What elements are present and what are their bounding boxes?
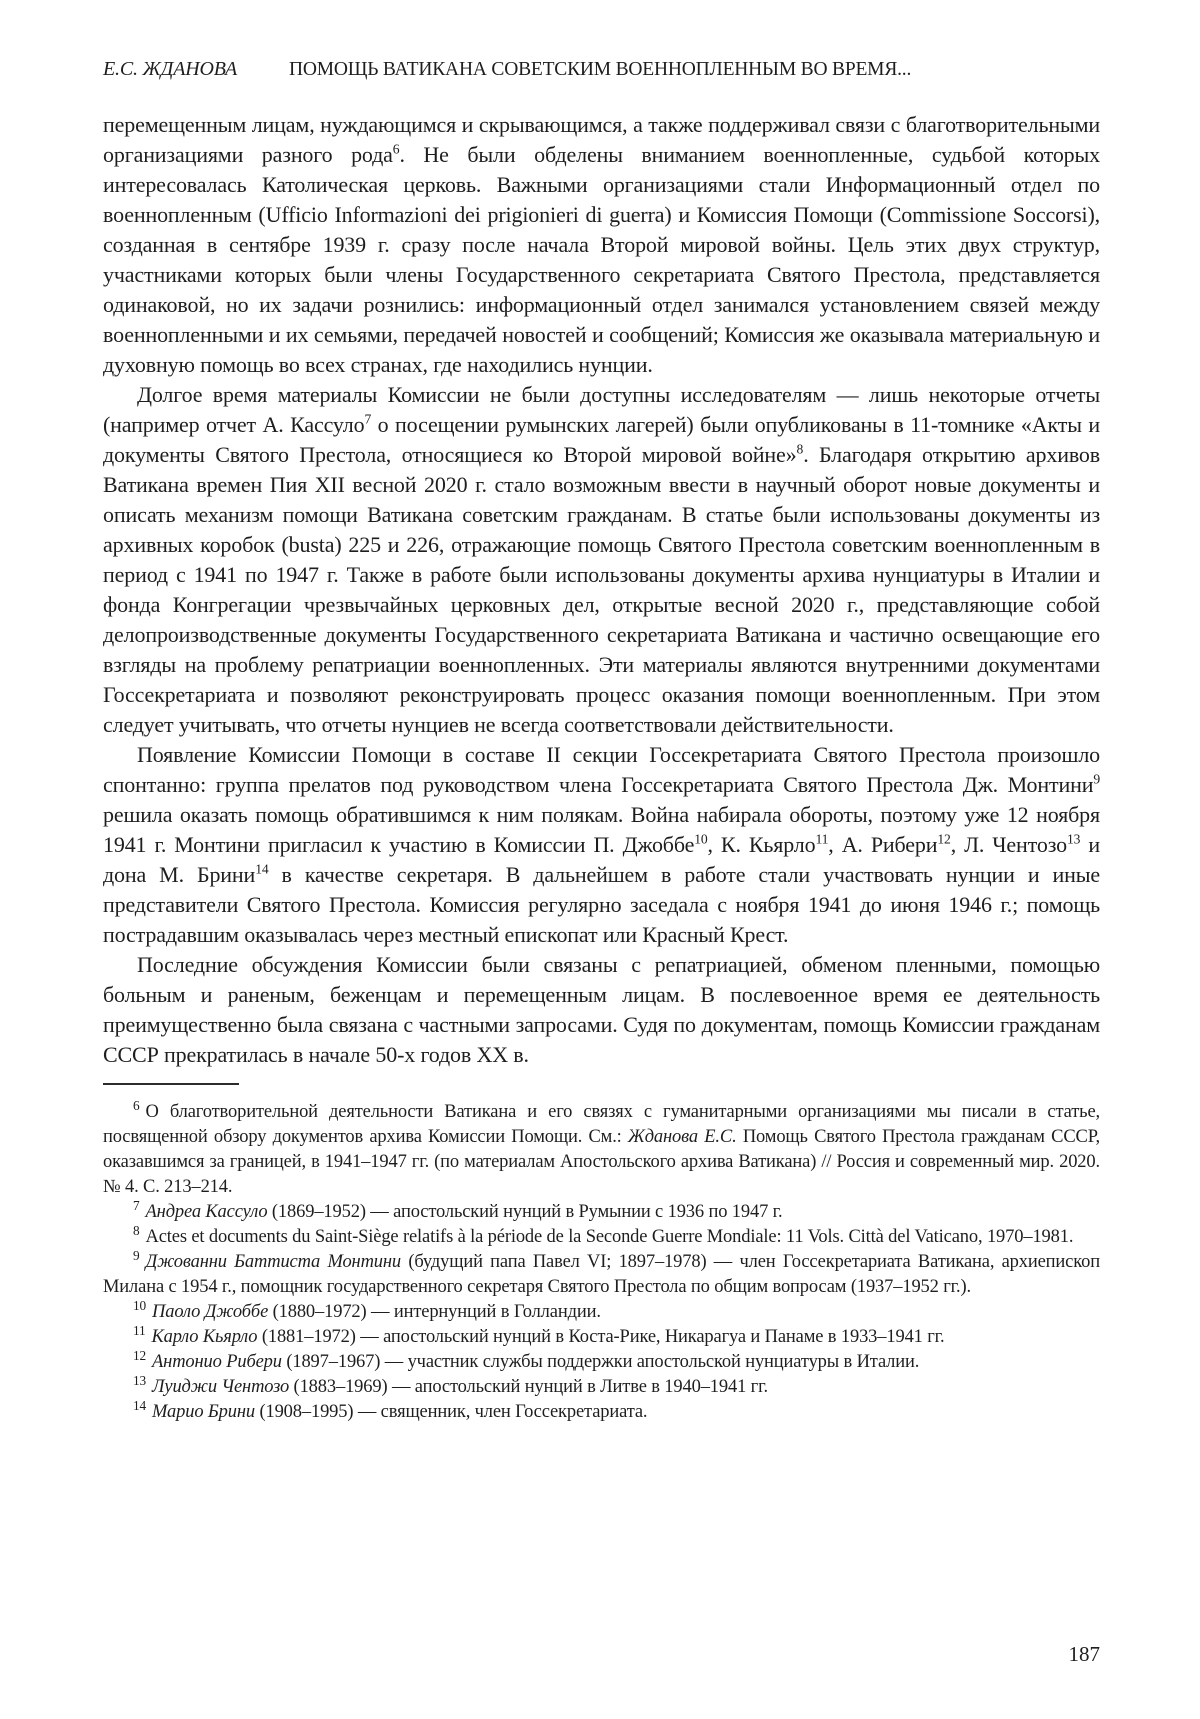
footnote-person-name: Антонио Рибери bbox=[152, 1352, 282, 1372]
footnote-item: $^9$ Джованни Баттиста Монтини (будущий папа Павел VI; 1897–1978) — член Госсекретариата Ватикана, архиепископ Милана с 1954 г., помощник государственного секретаря Святого Престола по общим вопросам (1937–1952 гг.). bbox=[103, 1247, 1100, 1297]
footnote-number: 14 bbox=[133, 1397, 147, 1413]
footnote-person-name: Марио Брини bbox=[152, 1402, 255, 1422]
footnotes-block bbox=[103, 1097, 1100, 1425]
footnote-item: $^{11}$ Карло Кьярло (1881–1972) — апостольский нунций в Коста-Рике, Никарагуа и Панаме в 1933–1941 гг. bbox=[133, 1322, 945, 1347]
running-header bbox=[103, 56, 1100, 83]
header-article-title: ПОМОЩЬ ВАТИКАНА СОВЕТСКИМ ВОЕННОПЛЕННЫМ ВО ВРЕМЯ... bbox=[288, 59, 912, 80]
footnote-number: 9 bbox=[133, 1247, 140, 1263]
footnote-person-name: Андреа Кассуло bbox=[145, 1202, 268, 1222]
body-paragraph: Появление Комиссии Помощи в составе II секции Госсекретариата Святого Престола произошло спонтанно: группа прелатов под руководством члена Госсекретариата Святого Престола Дж. Монтини$^9$ решила оказать помощь обратившимся к ним полякам. Война набирала обороты, поэтому уже 12 ноября 1941 г. Монтини пригласил к участию в Комиссии П. Джоббе$^{10}$, К. Кьярло$^{11}$, А. Рибери$^{12}$, Л. Чентозо$^{13}$ и дона М. Брини$^{14}$ в качестве секретаря. В дальнейшем в работе стали участвовать нунции и иные представители Святого Престола. Комиссия регулярно заседала с ноября 1941 до июня 1946 г.; помощь пострадавшим оказывалась через местный епископат или Красный Крест. bbox=[103, 742, 1101, 947]
page-number: 187 bbox=[1068, 1642, 1100, 1666]
footnote-separator bbox=[103, 1083, 239, 1085]
footnote-ref: 10 bbox=[694, 831, 708, 847]
footnote-ref: 12 bbox=[937, 831, 951, 847]
body-paragraph: Последние обсуждения Комиссии были связаны с репатриацией, обменом пленными, помощью больным и раненым, беженцам и перемещенным лицам. В послевоенное время ее деятельность преимущественно была связана с частными запросами. Судя по документам, помощь Комиссии гражданам СССР прекратилась в начале 50-х годов XX в. bbox=[103, 952, 1100, 1067]
footnote-number: 10 bbox=[133, 1297, 147, 1313]
footnote-number: 11 bbox=[133, 1322, 146, 1338]
footnote-ref: 9 bbox=[1093, 771, 1100, 787]
footnote-item: $^{10}$ Паоло Джоббе (1880–1972) — интернунций в Голландии. bbox=[133, 1297, 601, 1322]
footnote-ref: 7 bbox=[364, 411, 372, 427]
footnote-ref: 13 bbox=[1066, 831, 1081, 847]
article-body bbox=[103, 110, 1100, 1070]
footnote-person-name: Карло Кьярло bbox=[151, 1327, 258, 1347]
footnote-person-name: Луиджи Чентозо bbox=[152, 1377, 290, 1397]
footnote-item: $^7$ Андреа Кассуло (1869–1952) — апостольский нунций в Румынии с 1936 по 1947 г. bbox=[133, 1197, 783, 1222]
footnote-person-name: Джованни Баттиста Монтини bbox=[145, 1252, 402, 1272]
page-content bbox=[103, 56, 1100, 1425]
footnote-item: $^{12}$ Антонио Рибери (1897–1967) — участник службы поддержки апостольской нунциатуры в Италии. bbox=[133, 1347, 920, 1372]
footnote-ref: 14 bbox=[255, 861, 269, 877]
header-author: Е.С. ЖДАНОВА bbox=[103, 58, 237, 80]
footnote-person-name: Паоло Джоббе bbox=[152, 1302, 269, 1322]
footnote-item: $^6$ О благотворительной деятельности Ватикана и его связях с гуманитарными организациями мы писали в статье, посвященной обзору документов архива Комиссии Помощи. См.: Жданова Е.С. Помощь Святого Престола гражданам СССР, оказавшимся за границей, в 1941–1947 гг. (по материалам Апостольского архива Ватикана) // Россия и современный мир. 2020. № 4. С. 213–214. bbox=[103, 1097, 1100, 1197]
footnote-number: 8 bbox=[133, 1222, 140, 1238]
footnote-ref: 6 bbox=[392, 141, 400, 157]
footnote-item: $^8$ Actes et documents du Saint-Siège relatifs à la période de la Seconde Guerre Mondiale: 11 Vols. Città del Vaticano, 1970–1981. bbox=[133, 1222, 1074, 1247]
footnote-item: $^{13}$ Луиджи Чентозо (1883–1969) — апостольский нунций в Литве в 1940–1941 гг. bbox=[133, 1372, 768, 1397]
footnote-number: 6 bbox=[133, 1097, 140, 1113]
footnote-ref: 11 bbox=[815, 831, 829, 847]
body-paragraph: перемещенным лицам, нуждающимся и скрывающимся, а также поддерживал связи с благотворительными организациями разного рода$^6$. Не были обделены вниманием военнопленные, судьбой которых интересовалась Католическая церковь. Важными организациями стали Информационный отдел по военнопленным (Ufficio Informazioni dei prigionieri di guerra) и Комиссия Помощи (Commissione Soccorsi), созданная в сентябре 1939 г. сразу после начала Второй мировой войны. Цель этих двух структур, участниками которых были члены Государственного секретариата Святого Престола, представляется одинаковой, но их задачи рознились: информационный отдел занимался установлением связей между военнопленными и их семьями, передачей новостей и сообщений; Комиссия же оказывала материальную и духовную помощь во всех странах, где находились нунции. bbox=[103, 112, 1100, 377]
footnote-number: 12 bbox=[133, 1347, 147, 1363]
footnote-number: 7 bbox=[133, 1197, 140, 1213]
footnote-number: 13 bbox=[133, 1372, 147, 1388]
footnote-ref: 8 bbox=[796, 441, 804, 457]
body-paragraph: Долгое время материалы Комиссии не были доступны исследователям — лишь некоторые отчеты (например отчет А. Кассуло$^7$ о посещении румынских лагерей) были опубликованы в 11-томнике «Акты и документы Святого Престола, относящиеся ко Второй мировой войне»$^8$. Благодаря открытию архивов Ватикана времен Пия XII весной 2020 г. стало возможным ввести в научный оборот новые документы и описать механизм помощи Ватикана советским гражданам. В статье были использованы документы из архивных коробок (busta) 225 и 226, отражающие помощь Святого Престола советским военнопленным в период с 1941 по 1947 г. Также в работе были использованы документы архива нунциатуры в Италии и фонда Конгрегации чрезвычайных церковных дел, открытые весной 2020 г., представляющие собой делопроизводственные документы Государственного секретариата Ватикана и частично освещающие его взгляды на проблему репатриации военнопленных. Эти материалы являются внутренними документами Госсекретариата и позволяют реконструировать процесс оказания помощи военнопленным. При этом следует учитывать, что отчеты нунциев не всегда соответствовали действительности. bbox=[103, 382, 1100, 737]
footnote-person-name: Жданова Е.С. bbox=[627, 1127, 737, 1147]
footnote-item: $^{14}$ Марио Брини (1908–1995) — священник, член Госсекретариата. bbox=[133, 1397, 648, 1422]
